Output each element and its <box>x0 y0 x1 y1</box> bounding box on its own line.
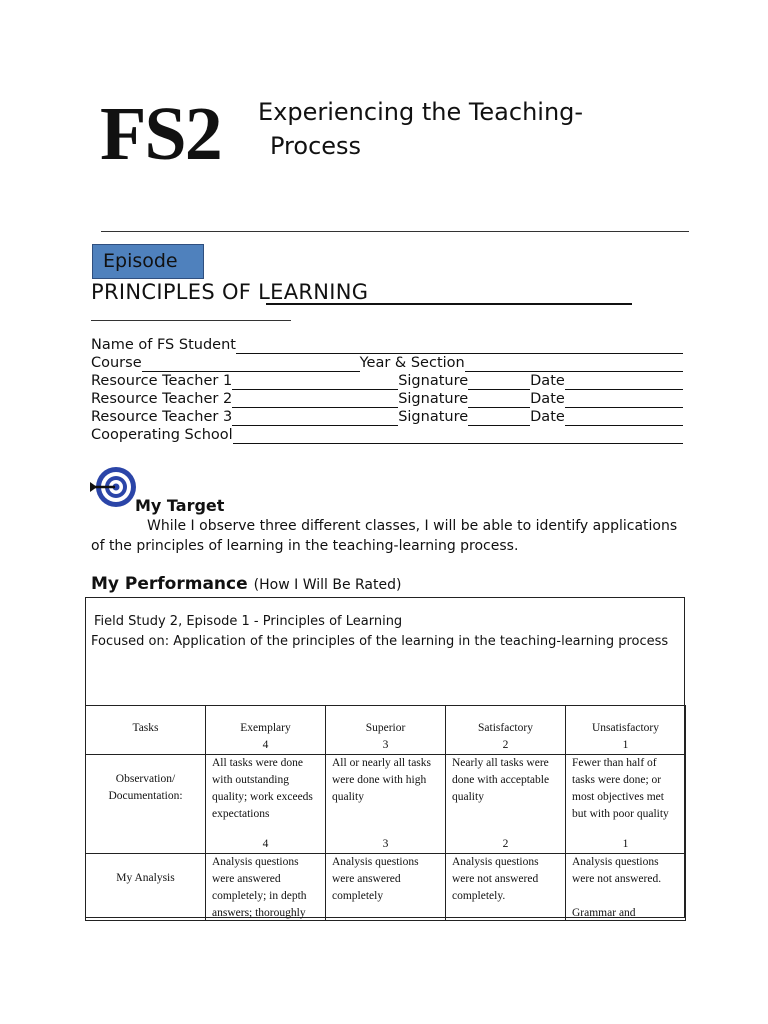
date-label: Date <box>530 373 565 389</box>
episode-title-underline <box>266 303 632 305</box>
cooperating-school-field[interactable] <box>233 429 683 444</box>
episode-number-blank <box>91 320 291 321</box>
rubric-cell: All or nearly all tasks were done with high quality 3 <box>326 755 446 854</box>
episode-badge: Episode <box>92 244 204 279</box>
rubric-description <box>91 612 671 651</box>
header-divider <box>101 231 689 232</box>
rubric-cell: Analysis questions were answered completely <box>326 854 446 921</box>
student-name-label: Name of FS Student <box>91 337 236 353</box>
my-target-body: While I observe three different classes, I will be able to identify applications of the principles of learning in the teaching-learning process. <box>91 518 678 554</box>
form-row-teacher-3 <box>91 408 683 426</box>
rubric-header-cell: Tasks <box>86 706 206 755</box>
rubric-header-cell: Superior 3 <box>326 706 446 755</box>
rubric-cell: Analysis questions were answered completely; in depth answers; thoroughly <box>206 854 326 921</box>
form-row-student <box>91 336 683 354</box>
table-row <box>86 755 686 854</box>
year-section-field[interactable] <box>465 357 683 372</box>
signature-label: Signature <box>398 391 469 407</box>
date-label: Date <box>530 391 565 407</box>
form-row-teacher-2 <box>91 390 683 408</box>
rubric-cell: Nearly all tasks were done with acceptable quality 2 <box>446 755 566 854</box>
rubric-cell: All tasks were done with outstanding quality; work exceeds expectations 4 <box>206 755 326 854</box>
rubric-table <box>85 705 686 921</box>
signature-label: Signature <box>398 373 469 389</box>
fs2-logo-text: FS2 <box>100 92 221 176</box>
rubric-box-focus: Focused on: Application of the principles of the learning in the teaching-learning process <box>91 633 669 649</box>
my-performance-subheading: (How I Will Be Rated) <box>253 577 402 593</box>
resource-teacher-label: Resource Teacher 3 <box>91 409 233 425</box>
resource-teacher-label: Resource Teacher 2 <box>91 391 233 407</box>
rubric-header-cell: Unsatisfactory 1 <box>566 706 686 755</box>
target-arrow-icon <box>88 462 138 516</box>
resource-teacher-label: Resource Teacher 1 <box>91 373 233 389</box>
my-performance-title: My Performance <box>91 574 248 594</box>
date-field[interactable] <box>565 393 683 408</box>
rubric-cell: Analysis questions were not answered completely. <box>446 854 566 921</box>
signature-label: Signature <box>398 409 469 425</box>
resource-teacher-field[interactable] <box>232 393 398 408</box>
table-row <box>86 854 686 921</box>
rubric-task-cell: Observation/ Documentation: <box>86 755 206 854</box>
rubric-box-title: Field Study 2, Episode 1 - Principles of Learning <box>94 614 403 629</box>
rubric-cell: Fewer than half of tasks were done; or most objectives met but with poor quality 1 <box>566 755 686 854</box>
resource-teacher-field[interactable] <box>232 375 398 390</box>
episode-title: PRINCIPLES OF LEARNING <box>91 280 369 304</box>
signature-field[interactable] <box>468 393 530 408</box>
date-label: Date <box>530 409 565 425</box>
rubric-task-cell: My Analysis <box>86 854 206 921</box>
rubric-cell: Analysis questions were not answered. Grammar and <box>566 854 686 921</box>
title-line-2: Process <box>270 132 362 160</box>
cooperating-school-label: Cooperating School <box>91 427 233 443</box>
signature-field[interactable] <box>468 411 530 426</box>
my-target-text <box>91 517 691 556</box>
my-performance-heading <box>91 574 401 594</box>
rubric-header-cell: Satisfactory 2 <box>446 706 566 755</box>
form-row-school <box>91 426 683 444</box>
resource-teacher-field[interactable] <box>232 411 398 426</box>
date-field[interactable] <box>565 411 683 426</box>
date-field[interactable] <box>565 375 683 390</box>
form-row-course <box>91 354 683 372</box>
my-target-heading: My Target <box>135 496 225 515</box>
rubric-header-cell: Exemplary 4 <box>206 706 326 755</box>
rubric-header-row <box>86 706 686 755</box>
signature-field[interactable] <box>468 375 530 390</box>
title-line-1: Experiencing the Teaching- <box>258 98 584 126</box>
student-name-field[interactable] <box>236 339 683 354</box>
year-section-label: Year & Section <box>359 355 465 371</box>
form-row-teacher-1 <box>91 372 683 390</box>
course-label: Course <box>91 355 142 371</box>
course-field[interactable] <box>142 357 360 372</box>
